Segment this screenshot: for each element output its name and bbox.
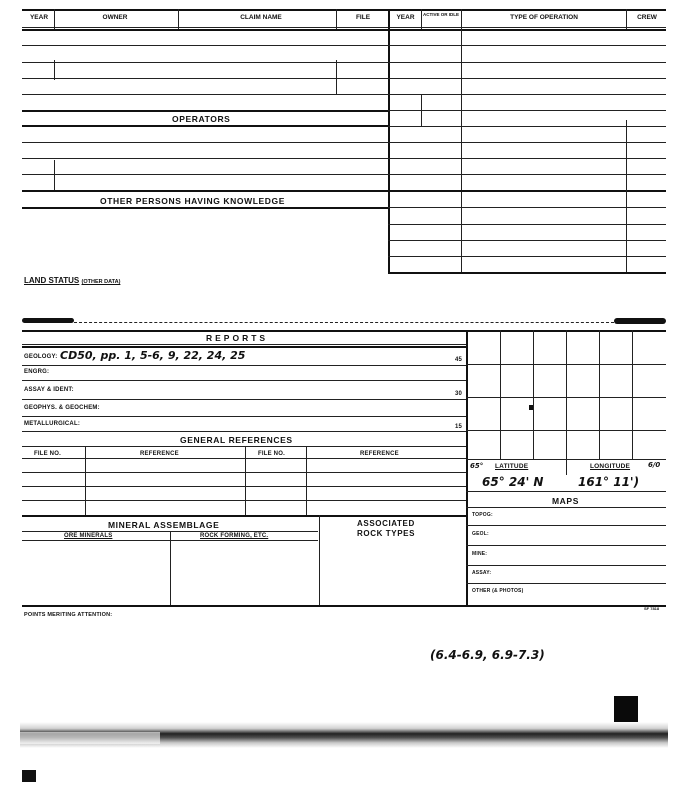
col-type-of-operation: TYPE OF OPERATION: [510, 14, 578, 21]
maps-assay: ASSAY:: [472, 570, 492, 576]
reports-section: [0, 325, 678, 625]
grid-mark: [529, 405, 533, 410]
col-year-2: YEAR: [396, 14, 415, 21]
col-active-idle: ACTIVE OR IDLE: [423, 12, 460, 17]
engrg-label: ENGRG:: [24, 369, 50, 375]
top-table: [0, 0, 678, 275]
gr-col-file-2: FILE NO.: [258, 451, 285, 457]
maps-topog: TOPOG:: [472, 512, 493, 518]
latitude-label: LATITUDE: [495, 463, 529, 470]
maps-geol: GEOL:: [472, 531, 489, 537]
latitude-prefix: 65°: [470, 462, 484, 470]
geology-code: 45: [455, 357, 463, 363]
scan-square: [614, 696, 638, 722]
rock-forming-label: ROCK FORMING, ETC.: [200, 533, 269, 539]
col-claim-name: CLAIM NAME: [240, 14, 282, 21]
col-owner: OWNER: [102, 14, 128, 21]
maps-other: OTHER (& PHOTOS): [472, 588, 524, 594]
associated-line-2: ROCK TYPES: [357, 529, 416, 538]
longitude-suffix: 6/0: [648, 461, 661, 469]
operators-label: OPERATORS: [172, 114, 231, 124]
geophys-label: GEOPHYS. & GEOCHEM:: [24, 405, 100, 411]
latitude-value: 65° 24' N: [482, 475, 544, 489]
geology-label: GEOLOGY:: [24, 354, 58, 360]
handwritten-note: (6.4-6.9, 6.9-7.3): [430, 648, 545, 662]
form-number: SF 7818: [644, 606, 660, 611]
points-meriting-attention: POINTS MERITING ATTENTION:: [24, 612, 113, 618]
gr-col-reference-1: REFERENCE: [140, 451, 179, 457]
land-status: [24, 276, 120, 285]
associated-line-1: ASSOCIATED: [357, 519, 415, 528]
col-crew: CREW: [637, 14, 657, 21]
geology-value: CD50, pp. 1, 5-6, 9, 22, 24, 25: [60, 349, 246, 362]
scan-smear: [20, 732, 160, 744]
scan-bar: [22, 318, 74, 323]
mineral-assemblage-title: MINERAL ASSEMBLAGE: [108, 520, 220, 530]
maps-mine: MINE:: [472, 551, 488, 557]
ore-minerals-label: ORE MINERALS: [64, 533, 113, 539]
assay-label: ASSAY & IDENT:: [24, 387, 74, 393]
longitude-label: LONGITUDE: [590, 463, 631, 470]
metallurgical-label: METALLURGICAL:: [24, 421, 81, 427]
gr-col-file-1: FILE NO.: [34, 451, 61, 457]
scan-bar: [614, 318, 666, 324]
gr-col-reference-2: REFERENCE: [360, 451, 399, 457]
metallurgical-code: 15: [455, 424, 463, 430]
col-year: YEAR: [29, 14, 49, 21]
col-file: FILE: [355, 14, 371, 21]
scan-square: [22, 770, 36, 782]
land-status-sub: (OTHER DATA): [81, 279, 121, 285]
maps-title: MAPS: [552, 496, 579, 506]
other-persons-label: OTHER PERSONS HAVING KNOWLEDGE: [100, 196, 286, 206]
land-status-label: LAND STATUS: [24, 276, 80, 285]
assay-code: 30: [455, 391, 463, 397]
reports-title: REPORTS: [206, 333, 269, 343]
longitude-value: 161° 11'): [578, 475, 640, 489]
general-references-title: GENERAL REFERENCES: [180, 435, 293, 445]
